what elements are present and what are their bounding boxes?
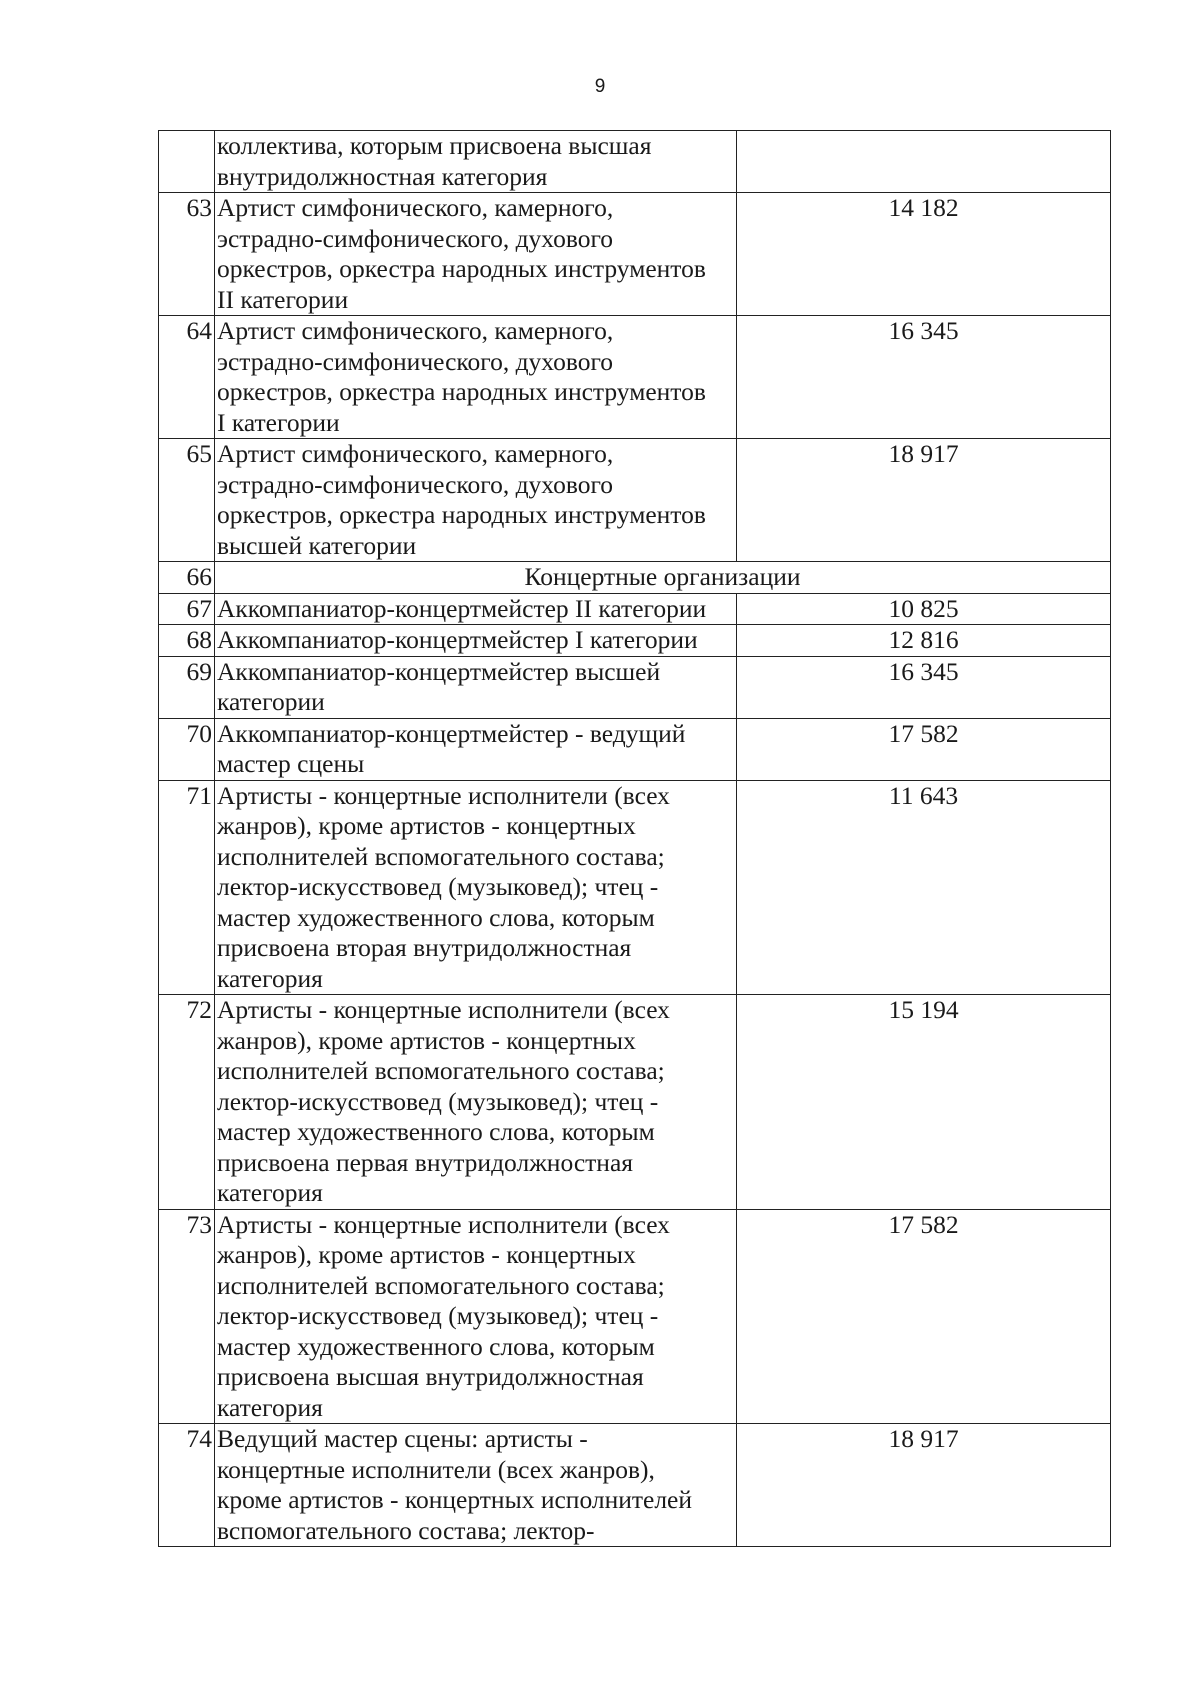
salary-amount: 17 582 — [737, 718, 1111, 780]
table-row — [159, 593, 1111, 625]
row-number: 64 — [159, 316, 215, 439]
table-row — [159, 780, 1111, 995]
position-name: Артисты - концертные исполнители (всех жанров), кроме артистов - концертных исполнителей вспомогательного состава; лектор-искусствовед (музыковед); чтец - мастер художественного слова, которым присвоена высшая внутридолжностная категория — [215, 1209, 737, 1424]
section-title: Концертные организации — [215, 562, 1111, 594]
salary-amount: 16 345 — [737, 656, 1111, 718]
table-row — [159, 625, 1111, 657]
salary-amount: 17 582 — [737, 1209, 1111, 1424]
salary-amount: 12 816 — [737, 625, 1111, 657]
position-name: коллектива, которым присвоена высшая внутридолжностная категория — [215, 131, 737, 193]
position-name: Ведущий мастер сцены: артисты - концертные исполнители (всех жанров), кроме артистов - концертных исполнителей вспомогательного состава; лектор- — [215, 1424, 737, 1547]
position-name: Артист симфонического, камерного, эстрадно-симфонического, духового оркестров, оркестра народных инструментов высшей категории — [215, 439, 737, 562]
salary-table — [158, 130, 1111, 1547]
row-number: 68 — [159, 625, 215, 657]
table-row — [159, 439, 1111, 562]
salary-amount: 18 917 — [737, 1424, 1111, 1547]
row-number: 65 — [159, 439, 215, 562]
page-number: 9 — [594, 76, 606, 97]
salary-amount: 15 194 — [737, 995, 1111, 1210]
row-number: 69 — [159, 656, 215, 718]
row-number — [159, 131, 215, 193]
table-row — [159, 1424, 1111, 1547]
table-row — [159, 1209, 1111, 1424]
row-number: 67 — [159, 593, 215, 625]
table-row — [159, 193, 1111, 316]
position-name: Аккомпаниатор-концертмейстер - ведущий мастер сцены — [215, 718, 737, 780]
position-name: Артисты - концертные исполнители (всех жанров), кроме артистов - концертных исполнителей вспомогательного состава; лектор-искусствовед (музыковед); чтец - мастер художественного слова, которым присвоена вторая внутридолжностная категория — [215, 780, 737, 995]
salary-amount: 16 345 — [737, 316, 1111, 439]
position-name: Артисты - концертные исполнители (всех жанров), кроме артистов - концертных исполнителей вспомогательного состава; лектор-искусствовед (музыковед); чтец - мастер художественного слова, которым присвоена первая внутридолжностная категория — [215, 995, 737, 1210]
position-name: Артист симфонического, камерного, эстрадно-симфонического, духового оркестров, оркестра народных инструментов I категории — [215, 316, 737, 439]
salary-amount: 10 825 — [737, 593, 1111, 625]
position-name: Артист симфонического, камерного, эстрадно-симфонического, духового оркестров, оркестра народных инструментов II категории — [215, 193, 737, 316]
position-name: Аккомпаниатор-концертмейстер высшей категории — [215, 656, 737, 718]
table-row — [159, 995, 1111, 1210]
row-number: 71 — [159, 780, 215, 995]
row-number: 63 — [159, 193, 215, 316]
section-row — [159, 562, 1111, 594]
salary-amount: 14 182 — [737, 193, 1111, 316]
salary-amount: 18 917 — [737, 439, 1111, 562]
row-number: 74 — [159, 1424, 215, 1547]
salary-amount — [737, 131, 1111, 193]
row-number: 72 — [159, 995, 215, 1210]
salary-amount: 11 643 — [737, 780, 1111, 995]
row-number: 73 — [159, 1209, 215, 1424]
table-row — [159, 656, 1111, 718]
table-row — [159, 316, 1111, 439]
table-row — [159, 131, 1111, 193]
table-row — [159, 718, 1111, 780]
position-name: Аккомпаниатор-концертмейстер I категории — [215, 625, 737, 657]
position-name: Аккомпаниатор-концертмейстер II категории — [215, 593, 737, 625]
row-number: 70 — [159, 718, 215, 780]
row-number: 66 — [159, 562, 215, 594]
